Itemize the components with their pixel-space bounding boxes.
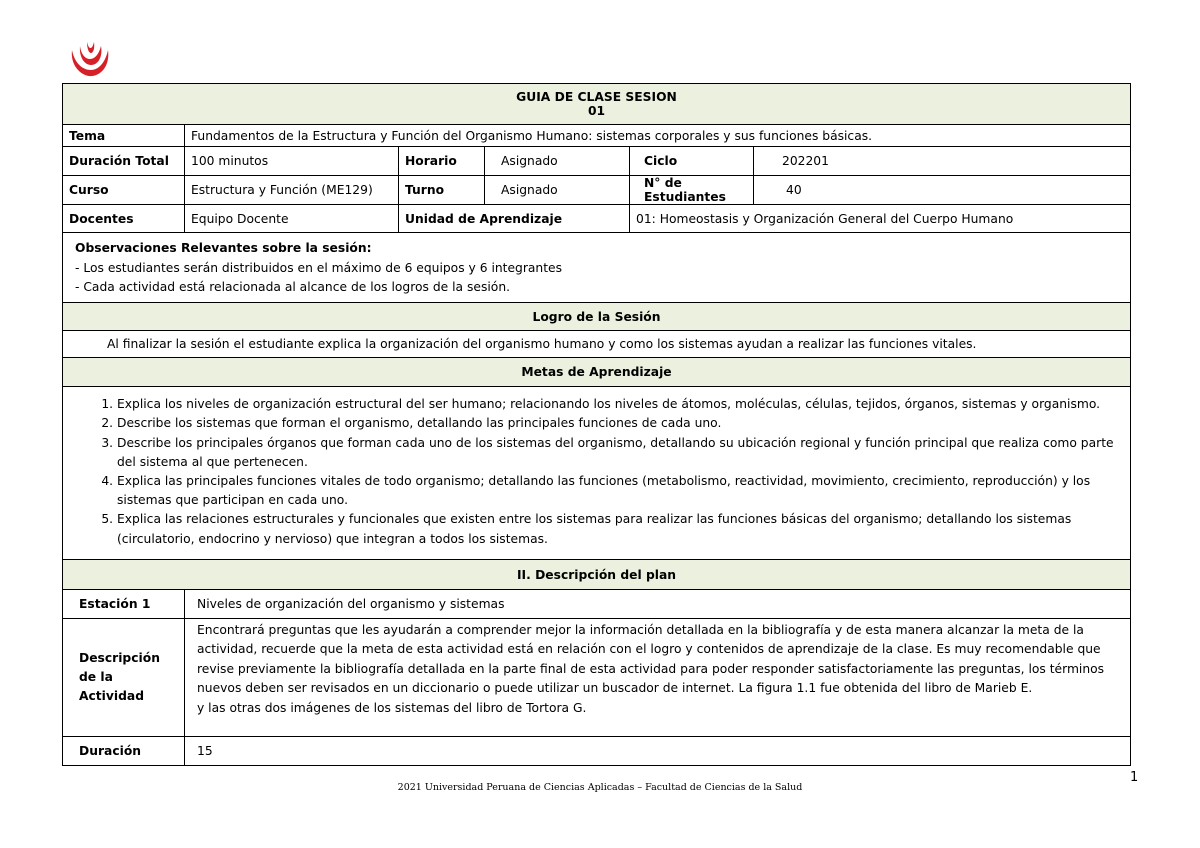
metas-list-cell [63,387,1131,560]
curso-label: Curso [63,176,185,205]
metas-heading: Metas de Aprendizaje [63,358,1131,387]
turno-value: Asignado [485,176,630,205]
meta-item: 3. Describe los principales órganos que forman cada uno de los sistemas del organismo, detallando su ubicación regional y función principal que realiza como parte del sistema al que pertenecen. [117,434,1118,472]
page-footer: 2021 Universidad Peruana de Ciencias Aplicadas – Facultad de Ciencias de la Salud [397,782,803,793]
observation-line: - Cada actividad está relacionada al alcance de los logros de la sesión. [75,279,511,294]
page-number: 1 [1130,770,1139,785]
plan-heading: II. Descripción del plan [63,560,1131,590]
turno-label: Turno [399,176,485,205]
unidad-value: 01: Homeostasis y Organización General del Cuerpo Humano [630,205,1131,233]
meta-item: 2. Describe los sistemas que forman el organismo, detallando las principales funciones de cada uno. [117,414,1118,433]
logro-text: Al finalizar la sesión el estudiante explica la organización del organismo humano y como los sistemas ayudan a realizar las funciones vitales. [63,331,1131,358]
duracion-label: Duración [63,737,185,766]
ciclo-label: Ciclo [630,147,754,176]
session-guide-table [62,83,1131,766]
docentes-label: Docentes [63,205,185,233]
ciclo-value: 202201 [754,147,1131,176]
descripcion-text-2: y las otras dos imágenes de los sistemas del libro de Tortora G. [197,700,587,715]
observations-cell [63,233,1131,303]
estacion-label: Estación 1 [63,590,185,619]
observations-label: Observaciones Relevantes sobre la sesión: [75,240,372,255]
metas-list [75,395,1118,549]
docentes-value: Equipo Docente [185,205,399,233]
curso-value: Estructura y Función (ME129) [185,176,399,205]
duracion-total-value: 100 minutos [185,147,399,176]
tema-label: Tema [63,125,185,147]
title-line-2: 01 [587,104,606,118]
estudiantes-label: N° de Estudiantes [630,176,754,205]
tema-value: Fundamentos de la Estructura y Función del Organismo Humano: sistemas corporales y sus funciones básicas. [185,125,1131,147]
guide-title [63,84,1131,125]
duracion-value: 15 [185,737,1131,766]
meta-item: 4. Explica las principales funciones vitales de todo organismo; detallando las funciones (metabolismo, reactividad, movimiento, crecimiento, reproducción) y los sistemas que participan en cada uno. [117,472,1118,510]
descripcion-label: Descripción de la Actividad [63,619,185,737]
unidad-label: Unidad de Aprendizaje [399,205,630,233]
horario-label: Horario [399,147,485,176]
upc-logo-icon [68,40,112,80]
estudiantes-value: 40 [754,176,1131,205]
observation-line: - Los estudiantes serán distribuidos en el máximo de 6 equipos y 6 integrantes [75,260,563,275]
meta-item: 1. Explica los niveles de organización estructural del ser humano; relacionando los niveles de átomos, moléculas, células, tejidos, órganos, sistemas y organismo. [117,395,1118,414]
meta-item: 5. Explica las relaciones estructurales y funcionales que existen entre los sistemas para realizar las funciones básicas del organismo; detallando los sistemas (circulatorio, endocrino y nervioso) que integran a todos los sistemas. [117,510,1118,548]
title-line-1: GUIA DE CLASE SESION [516,90,677,104]
descripcion-cell [185,619,1131,737]
horario-value: Asignado [485,147,630,176]
duracion-total-label: Duración Total [63,147,185,176]
logro-heading: Logro de la Sesión [63,303,1131,331]
estacion-value: Niveles de organización del organismo y sistemas [185,590,1131,619]
descripcion-text: Encontrará preguntas que les ayudarán a comprender mejor la información detallada en la bibliografía y de esta manera alcanzar la meta de la actividad, recuerde que la meta de esta actividad está en relación con el logro y contenidos de aprendizaje de la clase. Es muy recomendable que revise previamente la bibliografía detallada en la parte final de esta actividad para poder responder satisfactoriamente las preguntas, los términos nuevos deben ser revisados en un diccionario o puede utilizar un buscador de internet. La figura 1.1 fue obtenida del libro de Marieb E. [197,623,1105,696]
